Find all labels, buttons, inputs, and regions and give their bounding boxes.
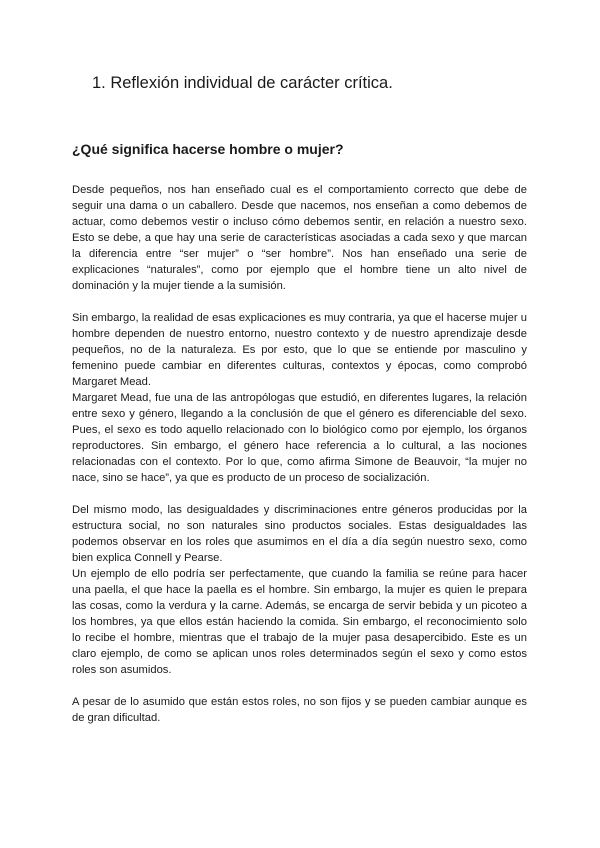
question-heading: ¿Qué significa hacerse hombre o mujer? bbox=[72, 141, 344, 157]
section-heading: 1. Reflexión individual de carácter crítica. bbox=[92, 74, 393, 92]
paragraph-5: Un ejemplo de ello podría ser perfectamente, que cuando la familia se reúne para hacer una paella, el que hace la paella es el hombre. Sin embargo, la mujer es quien le prepara las cosas, como la verdura y la carne. Además, se encarga de servir bebida y un picoteo a los hombres, ya que ellos están haciendo la comida. Sin embargo, el reconocimiento solo lo recibe el hombre, mientras que el trabajo de la mujer pasa desapercibido. Este es un claro ejemplo, de como se aplican unos roles determinados según el sexo y como estos roles son asumidos. bbox=[72, 568, 527, 676]
paragraph-1: Desde pequeños, nos han enseñado cual es el comportamiento correcto que debe de seguir una dama o un caballero. Desde que nacemos, nos enseñan a como debemos de actuar, como debemos vestir o incluso cómo debemos sentir, en relación a nuestro sexo. Esto se debe, a que hay una serie de características asociadas a cada sexo y que marcan la diferencia entre “ser mujer” o “ser hombre”. Nos han enseñado una serie de explicaciones “naturales”, como por ejemplo que el hombre tiene un alto nivel de dominación y la mujer tiende a la sumisión. bbox=[72, 184, 527, 292]
paragraph-3: Margaret Mead, fue una de las antropólogas que estudió, en diferentes lugares, la relación entre sexo y género, llegando a la conclusión de que el género es diferenciable del sexo. Pues, el sexo es todo aquello relacionado con lo biológico como por ejemplo, los órganos reproductores. Sin embargo, el género hace referencia a lo cultural, a las nociones relacionadas con el contexto. Por lo que, como afirma Simone de Beauvoir, “la mujer no nace, sino se hace”, ya que es producto de un proceso de socialización. bbox=[72, 392, 527, 484]
paragraph-6: A pesar de lo asumido que están estos roles, no son fijos y se pueden cambiar aunque es de gran dificultad. bbox=[72, 696, 527, 724]
paragraph-4: Del mismo modo, las desigualdades y discriminaciones entre géneros producidas por la estructura social, no son naturales sino productos sociales. Estas desigualdades las podemos observar en los roles que asumimos en el día a día según nuestro sexo, como bien explica Connell y Pearse. bbox=[72, 504, 527, 564]
document-body bbox=[72, 182, 527, 726]
paragraph-2: Sin embargo, la realidad de esas explicaciones es muy contraria, ya que el hacerse mujer u hombre dependen de nuestro entorno, nuestro contexto y de nuestro aprendizaje desde pequeños, no de la naturaleza. Es por esto, que lo que se entiende por masculino y femenino puede cambiar en diferentes culturas, contextos y épocas, como comprobó Margaret Mead. bbox=[72, 312, 527, 388]
